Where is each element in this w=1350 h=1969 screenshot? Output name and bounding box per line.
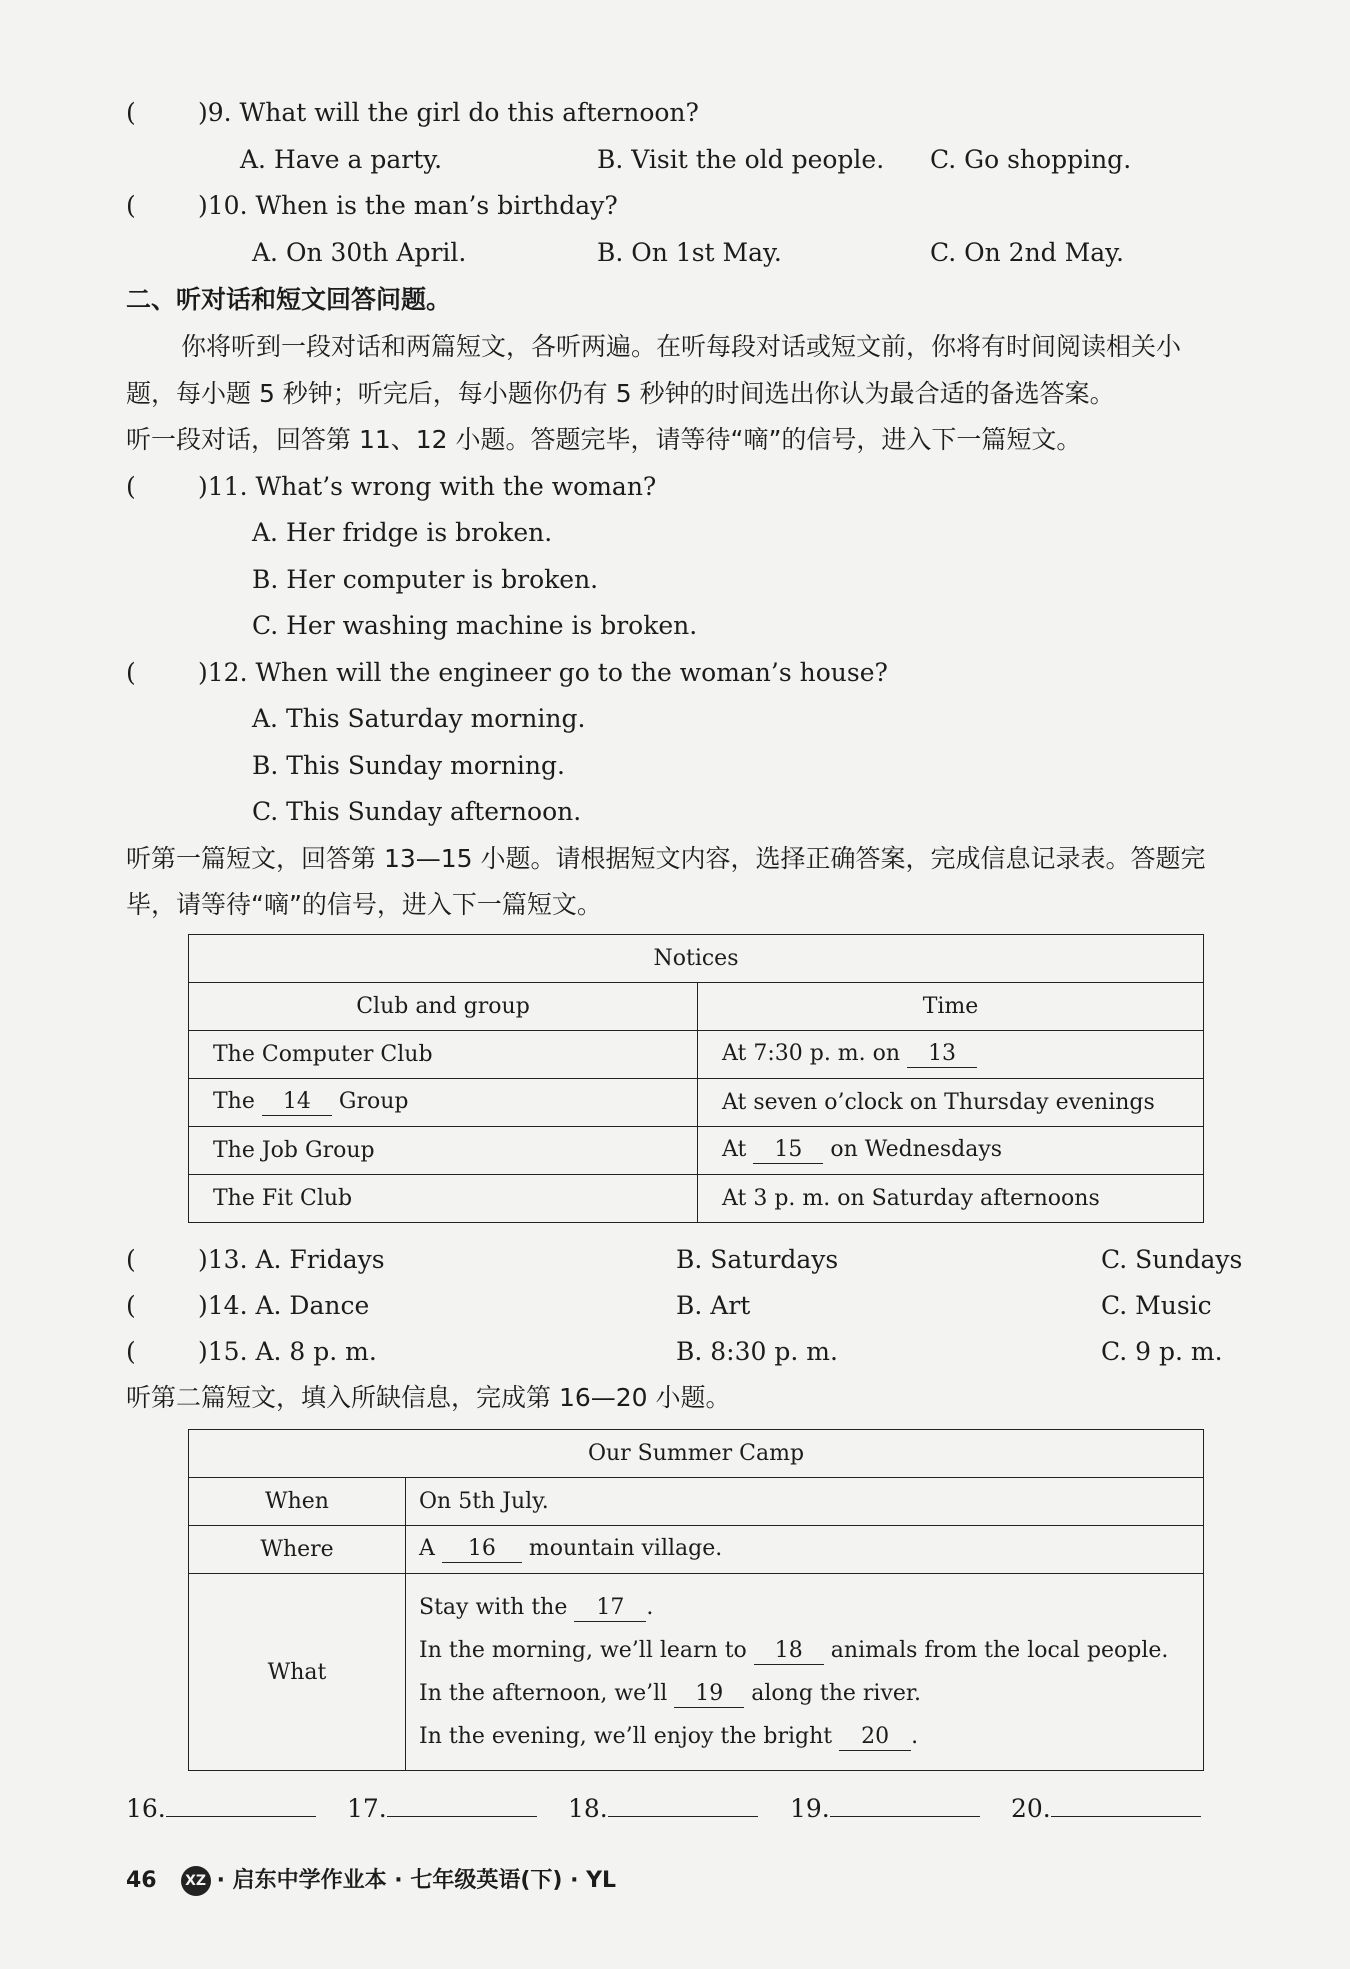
cell-text: animals from the local people. — [830, 1638, 1169, 1663]
option-b: B. On 1st May. — [597, 238, 782, 267]
question-9 — [126, 97, 699, 129]
cell-text: In the evening, we’ll enjoy the bright — [419, 1724, 833, 1749]
passage-1-instruction-2: 毕，请等待“嘀”的信号，进入下一篇短文。 — [126, 890, 602, 919]
cell-text: In the morning, we’ll learn to — [419, 1638, 747, 1663]
option-b: B. This Sunday morning. — [252, 751, 565, 780]
cell-text: along the river. — [751, 1681, 922, 1706]
option-c: C. Sundays — [1101, 1245, 1243, 1274]
cell-text: In the afternoon, we’ll — [419, 1681, 668, 1706]
answer-bracket[interactable]: ( — [126, 1245, 136, 1274]
answer-bracket[interactable]: ( — [126, 658, 136, 687]
answer-19 — [790, 1790, 980, 1823]
cell-text: Group — [338, 1089, 409, 1114]
table-title: Our Summer Camp — [189, 1430, 1204, 1478]
summer-camp-table — [188, 1429, 1204, 1771]
question-text: )11. What’s wrong with the woman? — [198, 472, 657, 501]
page-number: 46 — [126, 1868, 157, 1893]
table-cell: At 3 p. m. on Saturday afternoons — [698, 1175, 1204, 1223]
cell-text: The — [213, 1089, 255, 1114]
what-line-4 — [419, 1715, 1190, 1758]
what-line-3 — [419, 1672, 1190, 1715]
blank-16[interactable]: 16 — [442, 1536, 522, 1563]
answer-20 — [1011, 1790, 1201, 1823]
table-cell — [698, 1031, 1204, 1079]
cell-text: . — [911, 1724, 919, 1749]
cell-text: . — [646, 1595, 654, 1620]
table-row — [189, 1079, 1204, 1127]
blank-19[interactable]: 19 — [674, 1681, 744, 1708]
section-intro-2: 题，每小题 5 秒钟；听完后，每小题你仍有 5 秒钟的时间选出你认为最合适的备选答案。 — [126, 379, 1115, 408]
blank-15[interactable]: 15 — [753, 1137, 823, 1164]
option-a: A. Her fridge is broken. — [252, 518, 553, 547]
publisher-logo-icon: XZ — [181, 1866, 211, 1896]
cell-text: At 7:30 p. m. on — [722, 1041, 901, 1066]
answer-blank-20[interactable] — [1051, 1790, 1201, 1817]
option-a: A. On 30th April. — [252, 238, 467, 267]
answer-label: 19. — [790, 1794, 830, 1823]
option-b: B. Art — [676, 1291, 751, 1320]
table-cell — [406, 1526, 1204, 1574]
answer-blank-18[interactable] — [608, 1790, 758, 1817]
table-row — [189, 1031, 1204, 1079]
blank-20[interactable]: 20 — [839, 1724, 911, 1751]
option-c: C. Go shopping. — [930, 145, 1132, 174]
cell-text: on Wednesdays — [830, 1137, 1003, 1162]
section-intro-1: 你将听到一段对话和两篇短文，各听两遍。在听每段对话或短文前，你将有时间阅读相关小 — [181, 332, 1182, 361]
row-label-when: When — [189, 1478, 406, 1526]
answer-label: 16. — [126, 1794, 166, 1823]
book-title: · 启东中学作业本 · 七年级英语(下) · YL — [216, 1868, 617, 1893]
option-a: )13. A. Fridays — [198, 1245, 385, 1274]
option-a: A. Have a party. — [240, 145, 443, 174]
blank-13[interactable]: 13 — [907, 1041, 977, 1068]
option-b: B. Saturdays — [676, 1245, 839, 1274]
table-cell — [406, 1574, 1204, 1771]
table-row — [189, 1478, 1204, 1526]
option-a: )14. A. Dance — [198, 1291, 370, 1320]
what-line-2 — [419, 1629, 1190, 1672]
option-a: )15. A. 8 p. m. — [198, 1337, 377, 1366]
option-c: C. Her washing machine is broken. — [252, 611, 698, 640]
table-header-row — [189, 1430, 1204, 1478]
answer-label: 20. — [1011, 1794, 1051, 1823]
answer-blank-16[interactable] — [166, 1790, 316, 1817]
table-row — [189, 1127, 1204, 1175]
answer-blank-19[interactable] — [830, 1790, 980, 1817]
what-line-1 — [419, 1586, 1190, 1629]
answer-bracket[interactable]: ( — [126, 1291, 136, 1320]
table-cell — [698, 1127, 1204, 1175]
section-title: 二、听对话和短文回答问题。 — [126, 285, 452, 314]
question-11 — [126, 471, 656, 503]
question-15 — [126, 1336, 377, 1368]
table-cell — [189, 1079, 698, 1127]
blank-18[interactable]: 18 — [754, 1638, 824, 1665]
answer-bracket[interactable]: ( — [126, 98, 136, 127]
question-text: )12. When will the engineer go to the woman’s house? — [198, 658, 888, 687]
page-footer — [126, 1863, 616, 1896]
answer-16 — [126, 1790, 316, 1823]
question-10 — [126, 190, 618, 222]
option-b: B. Visit the old people. — [597, 145, 885, 174]
table-row — [189, 1175, 1204, 1223]
question-text: )10. When is the man’s birthday? — [198, 191, 618, 220]
option-c: C. Music — [1101, 1291, 1212, 1320]
answer-17 — [347, 1790, 537, 1823]
option-c: C. This Sunday afternoon. — [252, 797, 582, 826]
column-header-club: Club and group — [189, 983, 698, 1031]
answer-bracket[interactable]: ( — [126, 472, 136, 501]
option-b: B. Her computer is broken. — [252, 565, 599, 594]
cell-text: A — [419, 1536, 435, 1561]
cell-text: mountain village. — [528, 1536, 723, 1561]
answer-18 — [568, 1790, 758, 1823]
table-title: Notices — [189, 935, 1204, 983]
blank-14[interactable]: 14 — [262, 1089, 332, 1116]
answer-label: 18. — [568, 1794, 608, 1823]
question-text: )9. What will the girl do this afternoon? — [198, 98, 699, 127]
column-header-time: Time — [698, 983, 1204, 1031]
row-label-where: Where — [189, 1526, 406, 1574]
table-header-row — [189, 935, 1204, 983]
table-cell: The Computer Club — [189, 1031, 698, 1079]
option-c: C. 9 p. m. — [1101, 1337, 1223, 1366]
table-row — [189, 1526, 1204, 1574]
blank-17[interactable]: 17 — [574, 1595, 646, 1622]
question-12 — [126, 657, 888, 689]
option-a: A. This Saturday morning. — [252, 704, 586, 733]
table-row — [189, 983, 1204, 1031]
option-b: B. 8:30 p. m. — [676, 1337, 838, 1366]
cell-text: At — [722, 1137, 747, 1162]
question-14 — [126, 1290, 369, 1322]
answer-bracket[interactable]: ( — [126, 191, 136, 220]
row-label-what: What — [189, 1574, 406, 1771]
table-cell: The Fit Club — [189, 1175, 698, 1223]
passage-2-instruction: 听第二篇短文，填入所缺信息，完成第 16—20 小题。 — [126, 1383, 731, 1412]
option-c: C. On 2nd May. — [930, 238, 1124, 267]
answer-blank-17[interactable] — [387, 1790, 537, 1817]
table-cell: On 5th July. — [406, 1478, 1204, 1526]
passage-1-instruction-1: 听第一篇短文，回答第 13—15 小题。请根据短文内容，选择正确答案，完成信息记录表。答题完 — [126, 844, 1206, 873]
notices-table — [188, 934, 1204, 1223]
question-13 — [126, 1244, 385, 1276]
answer-label: 17. — [347, 1794, 387, 1823]
table-cell: At seven o’clock on Thursday evenings — [698, 1079, 1204, 1127]
table-row — [189, 1574, 1204, 1771]
table-cell: The Job Group — [189, 1127, 698, 1175]
cell-text: Stay with the — [419, 1595, 568, 1620]
dialog-instruction: 听一段对话，回答第 11、12 小题。答题完毕，请等待“嘀”的信号，进入下一篇短文。 — [126, 425, 1082, 454]
answer-bracket[interactable]: ( — [126, 1337, 136, 1366]
